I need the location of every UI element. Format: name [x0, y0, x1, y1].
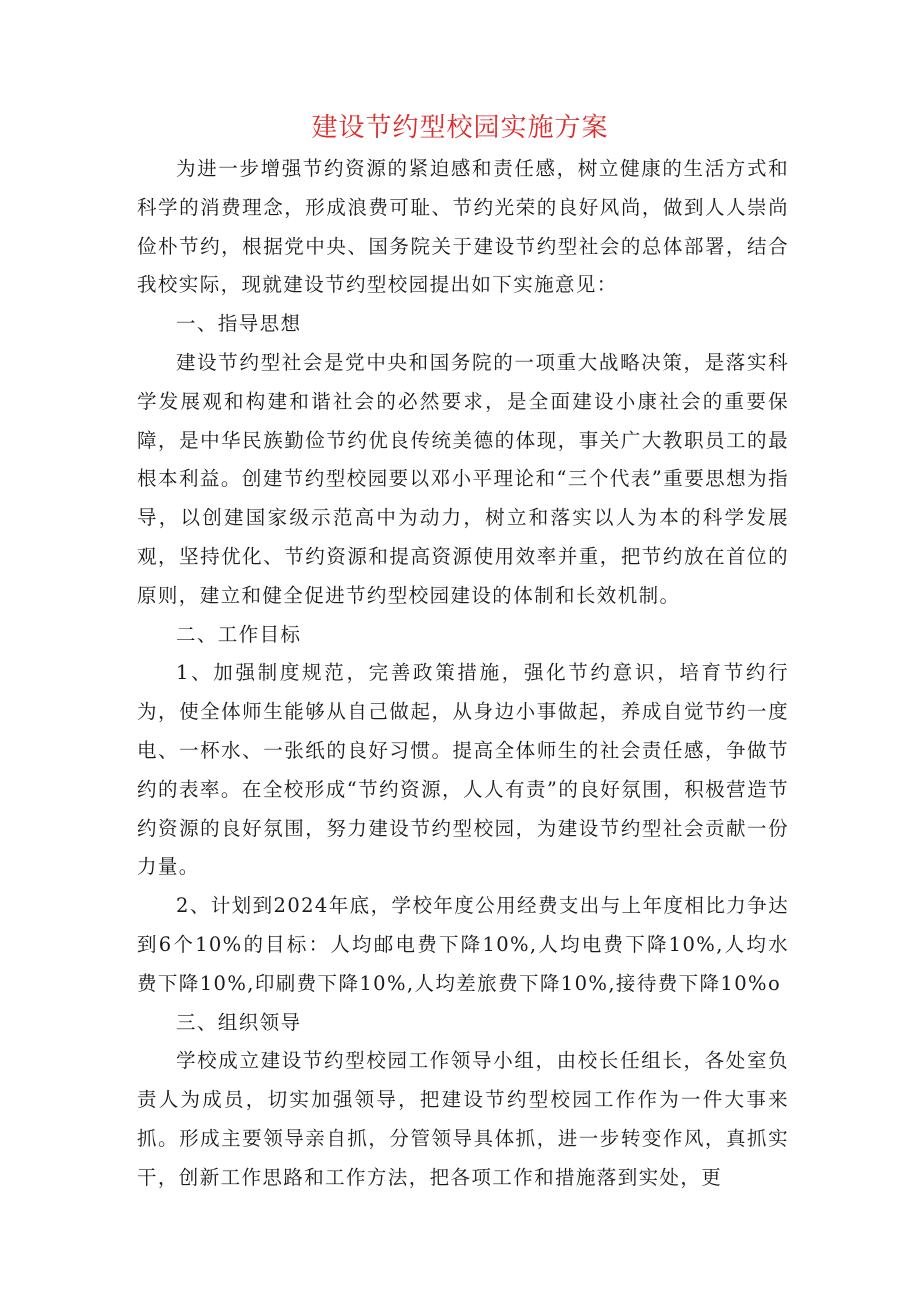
section-heading-organization: 三、组织领导 — [176, 1010, 302, 1034]
guiding-ideology-paragraph: 建设节约型社会是党中央和国务院的一项重大战略决策，是落实科学发展观和构建和谐社会的必然要求，是全面建设小康社会的重要保障，是中华民族勤俭节约优良传统美德的体现，事关广大教职员工的最根本利益。创建节约型校园要以邓小平理论和“三个代表”重要思想为指导，以创建国家级示范高中为动力，树立和落实以人为本的科学发展观，坚持优化、节约资源和提高资源使用效率并重，把节约放在首位的原则，建立和健全促进节约型校园建设的体制和长效机制。 — [137, 350, 789, 607]
document-title: 建设节约型校园实施方案 — [311, 113, 609, 143]
section-heading-guiding-ideology: 一、指导思想 — [176, 312, 302, 336]
work-goal-item-1: 1、加强制度规范，完善政策措施，强化节约意识，培育节约行为，使全体师生能够从自己做起，从身边小事做起，养成自觉节约一度电、一杯水、一张纸的良好习惯。提高全体师生的社会责任感，争做节约的表率。在全校形成“节约资源，人人有责”的良好氛围，积极营造节约资源的良好氛围，努力建设节约型校园，为建设节约型社会贡献一份力量。 — [137, 661, 789, 879]
work-goal-item-2: 2、计划到2024年底，学校年度公用经费支出与上年度相比力争达到6个10%的目标：人均邮电费下降10%,人均电费下降10%,人均水费下降10%,印刷费下降10%,人均差旅费下降10%,接待费下降10%o — [137, 894, 789, 995]
organization-paragraph: 学校成立建设节约型校园工作领导小组，由校长任组长，各处室负责人为成员，切实加强领导，把建设节约型校园工作作为一件大事来抓。形成主要领导亲自抓，分管领导具体抓，进一步转变作风，真抓实干，创新工作思路和工作方法，把各项工作和措施落到实处，更 — [137, 1049, 789, 1189]
section-heading-work-goals: 二、工作目标 — [176, 622, 302, 646]
intro-paragraph: 为进一步增强节约资源的紧迫感和责任感，树立健康的生活方式和科学的消费理念，形成浪费可耻、节约光荣的良好风尚，做到人人崇尚俭朴节约，根据党中央、国务院关于建设节约型社会的总体部署，结合我校实际，现就建设节约型校园提出如下实施意见： — [137, 157, 789, 297]
document-body — [137, 150, 789, 1198]
